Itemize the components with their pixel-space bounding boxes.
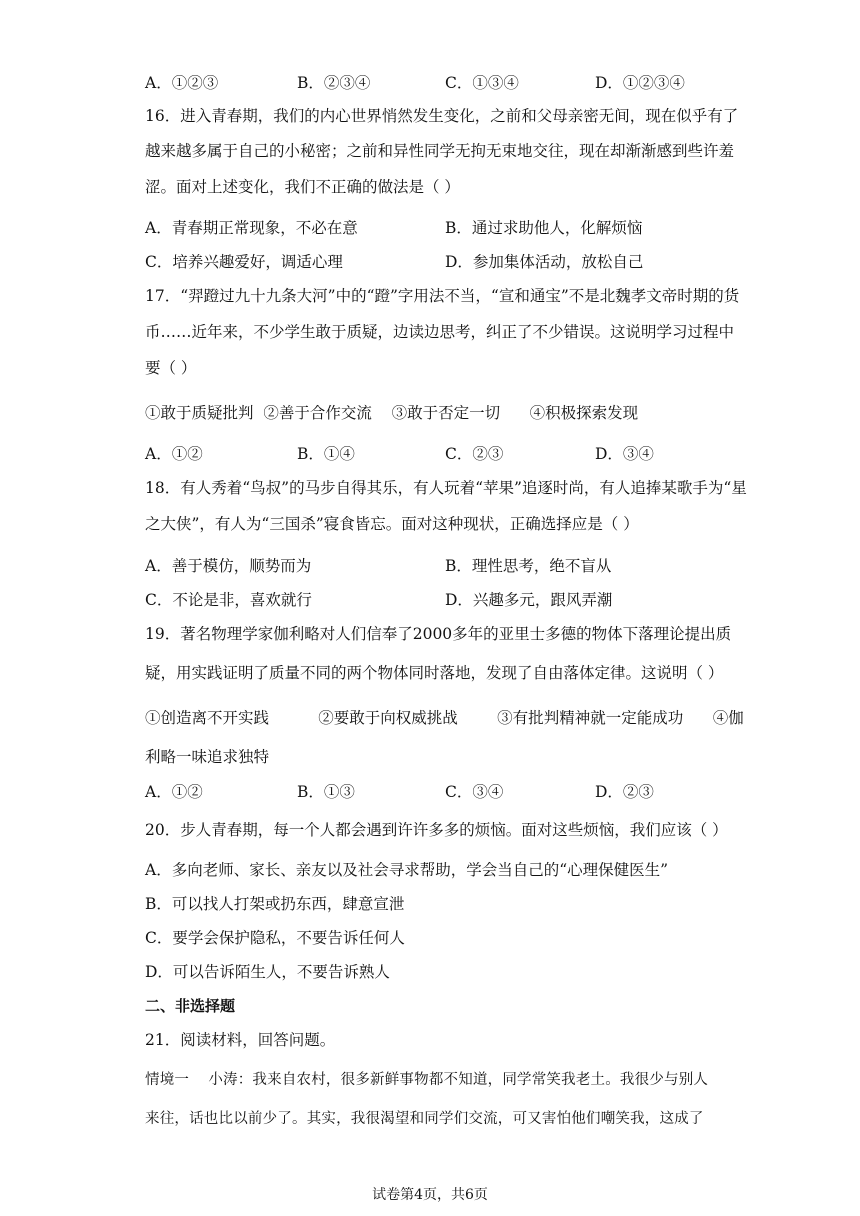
- q18-options-row-2: [145, 589, 720, 611]
- q17-option-d: D．③④: [595, 445, 654, 463]
- page-footer: 试卷第4页，共6页: [372, 1187, 488, 1203]
- q16-line-3: 涩。面对上述变化，我们不正确的做法是（ ）: [145, 178, 460, 196]
- q21-material-line-1: 情境一 小涛：我来自农村，很多新鲜事物都不知道，同学常笑我老土。我很少与别人: [145, 1072, 709, 1088]
- q20-line: 20．步人青春期，每一个人都会遇到许许多多的烦恼。面对这些烦恼，我们应该（ ）: [145, 821, 728, 839]
- q15-option-c: C．①③④: [445, 74, 519, 92]
- q19-line-2: 疑，用实践证明了质量不同的两个物体同时落地，发现了自由落体定律。这说明（ ）: [145, 664, 724, 682]
- q19-option-c: C．③④: [445, 783, 504, 801]
- q21-line: 21．阅读材料，回答问题。: [145, 1031, 336, 1049]
- q17-option-a: A．①②: [145, 445, 203, 463]
- q16-line-2: 越来越多属于自己的小秘密；之前和异性同学无拘无束地交往，现在却渐渐感到些许羞: [145, 142, 735, 160]
- q17-line-2: 币……近年来，不少学生敢于质疑，边读边思考，纠正了不少错误。这说明学习过程中: [145, 323, 735, 341]
- q17-option-b: B．①④: [297, 445, 355, 463]
- q18-option-a: A．善于模仿，顺势而为: [145, 557, 312, 575]
- q16-options-row-2: [145, 251, 720, 273]
- q15-option-a: A．①②③: [145, 74, 219, 92]
- q19-option-b: B．①③: [297, 783, 355, 801]
- q16-line-1: 16．进入青春期，我们的内心世界悄然发生变化，之前和父母亲密无间，现在似乎有了: [145, 107, 739, 125]
- q15-option-d: D．①②③④: [595, 74, 685, 92]
- section-heading: 二、非选择题: [145, 997, 236, 1015]
- q18-option-d: D．兴趣多元，跟风弄潮: [445, 591, 613, 609]
- q19-statements-line-1: ①创造离不开实践 ②要敢于向权威挑战 ③有批判精神就一定能成功 ④伽: [145, 709, 744, 727]
- q21-material-line-2: 来往，话也比以前少了。其实，我很渴望和同学们交流，可又害怕他们嘲笑我，这成了: [145, 1111, 704, 1127]
- q19-option-d: D．②③: [595, 783, 654, 801]
- q20-option-d: D．可以告诉陌生人，不要告诉熟人: [145, 963, 390, 981]
- q17-line-3: 要（ ）: [145, 359, 197, 377]
- q19-option-a: A．①②: [145, 783, 203, 801]
- q19-options: [145, 781, 720, 803]
- q18-options-row-1: [145, 555, 720, 577]
- q18-line-1: 18．有人秀着“鸟叔”的马步自得其乐，有人玩着“苹果”追逐时尚，有人追捧某歌手为“星: [145, 479, 747, 497]
- q17-line-1: 17．“羿蹬过九十九条大河”中的“蹬”字用法不当，“宣和通宝”不是北魏孝文帝时期的货: [145, 287, 740, 305]
- q19-statements-line-2: 利略一味追求独特: [145, 748, 270, 766]
- q15-options: [145, 72, 720, 94]
- q19-line-1: 19．著名物理学家伽利略对人们信奉了2000多年的亚里士多德的物体下落理论提出质: [145, 625, 732, 643]
- q18-line-2: 之大侠”，有人为“三国杀”寝食皆忘。面对这种现状，正确选择应是（ ）: [145, 515, 639, 533]
- q20-option-c: C．要学会保护隐私，不要告诉任何人: [145, 929, 405, 947]
- q17-options: [145, 443, 720, 465]
- q16-option-a: A．青春期正常现象，不必在意: [145, 219, 358, 237]
- q17-statements: ①敢于质疑批判 ②善于合作交流 ③敢于否定一切 ④积极探索发现: [145, 404, 639, 422]
- q20-option-b: B．可以找人打架或扔东西，肆意宣泄: [145, 895, 405, 913]
- q16-options-row-1: [145, 217, 720, 239]
- q20-option-a: A．多向老师、家长、亲友以及社会寻求帮助，学会当自己的“心理保健医生”: [145, 861, 669, 879]
- q17-option-c: C．②③: [445, 445, 504, 463]
- q16-option-c: C．培养兴趣爱好，调适心理: [145, 253, 343, 271]
- q18-option-b: B．理性思考，绝不盲从: [445, 557, 612, 575]
- q16-option-b: B．通过求助他人，化解烦恼: [445, 219, 643, 237]
- q16-option-d: D．参加集体活动，放松自己: [445, 253, 644, 271]
- q15-option-b: B．②③④: [297, 74, 371, 92]
- q18-option-c: C．不论是非，喜欢就行: [145, 591, 312, 609]
